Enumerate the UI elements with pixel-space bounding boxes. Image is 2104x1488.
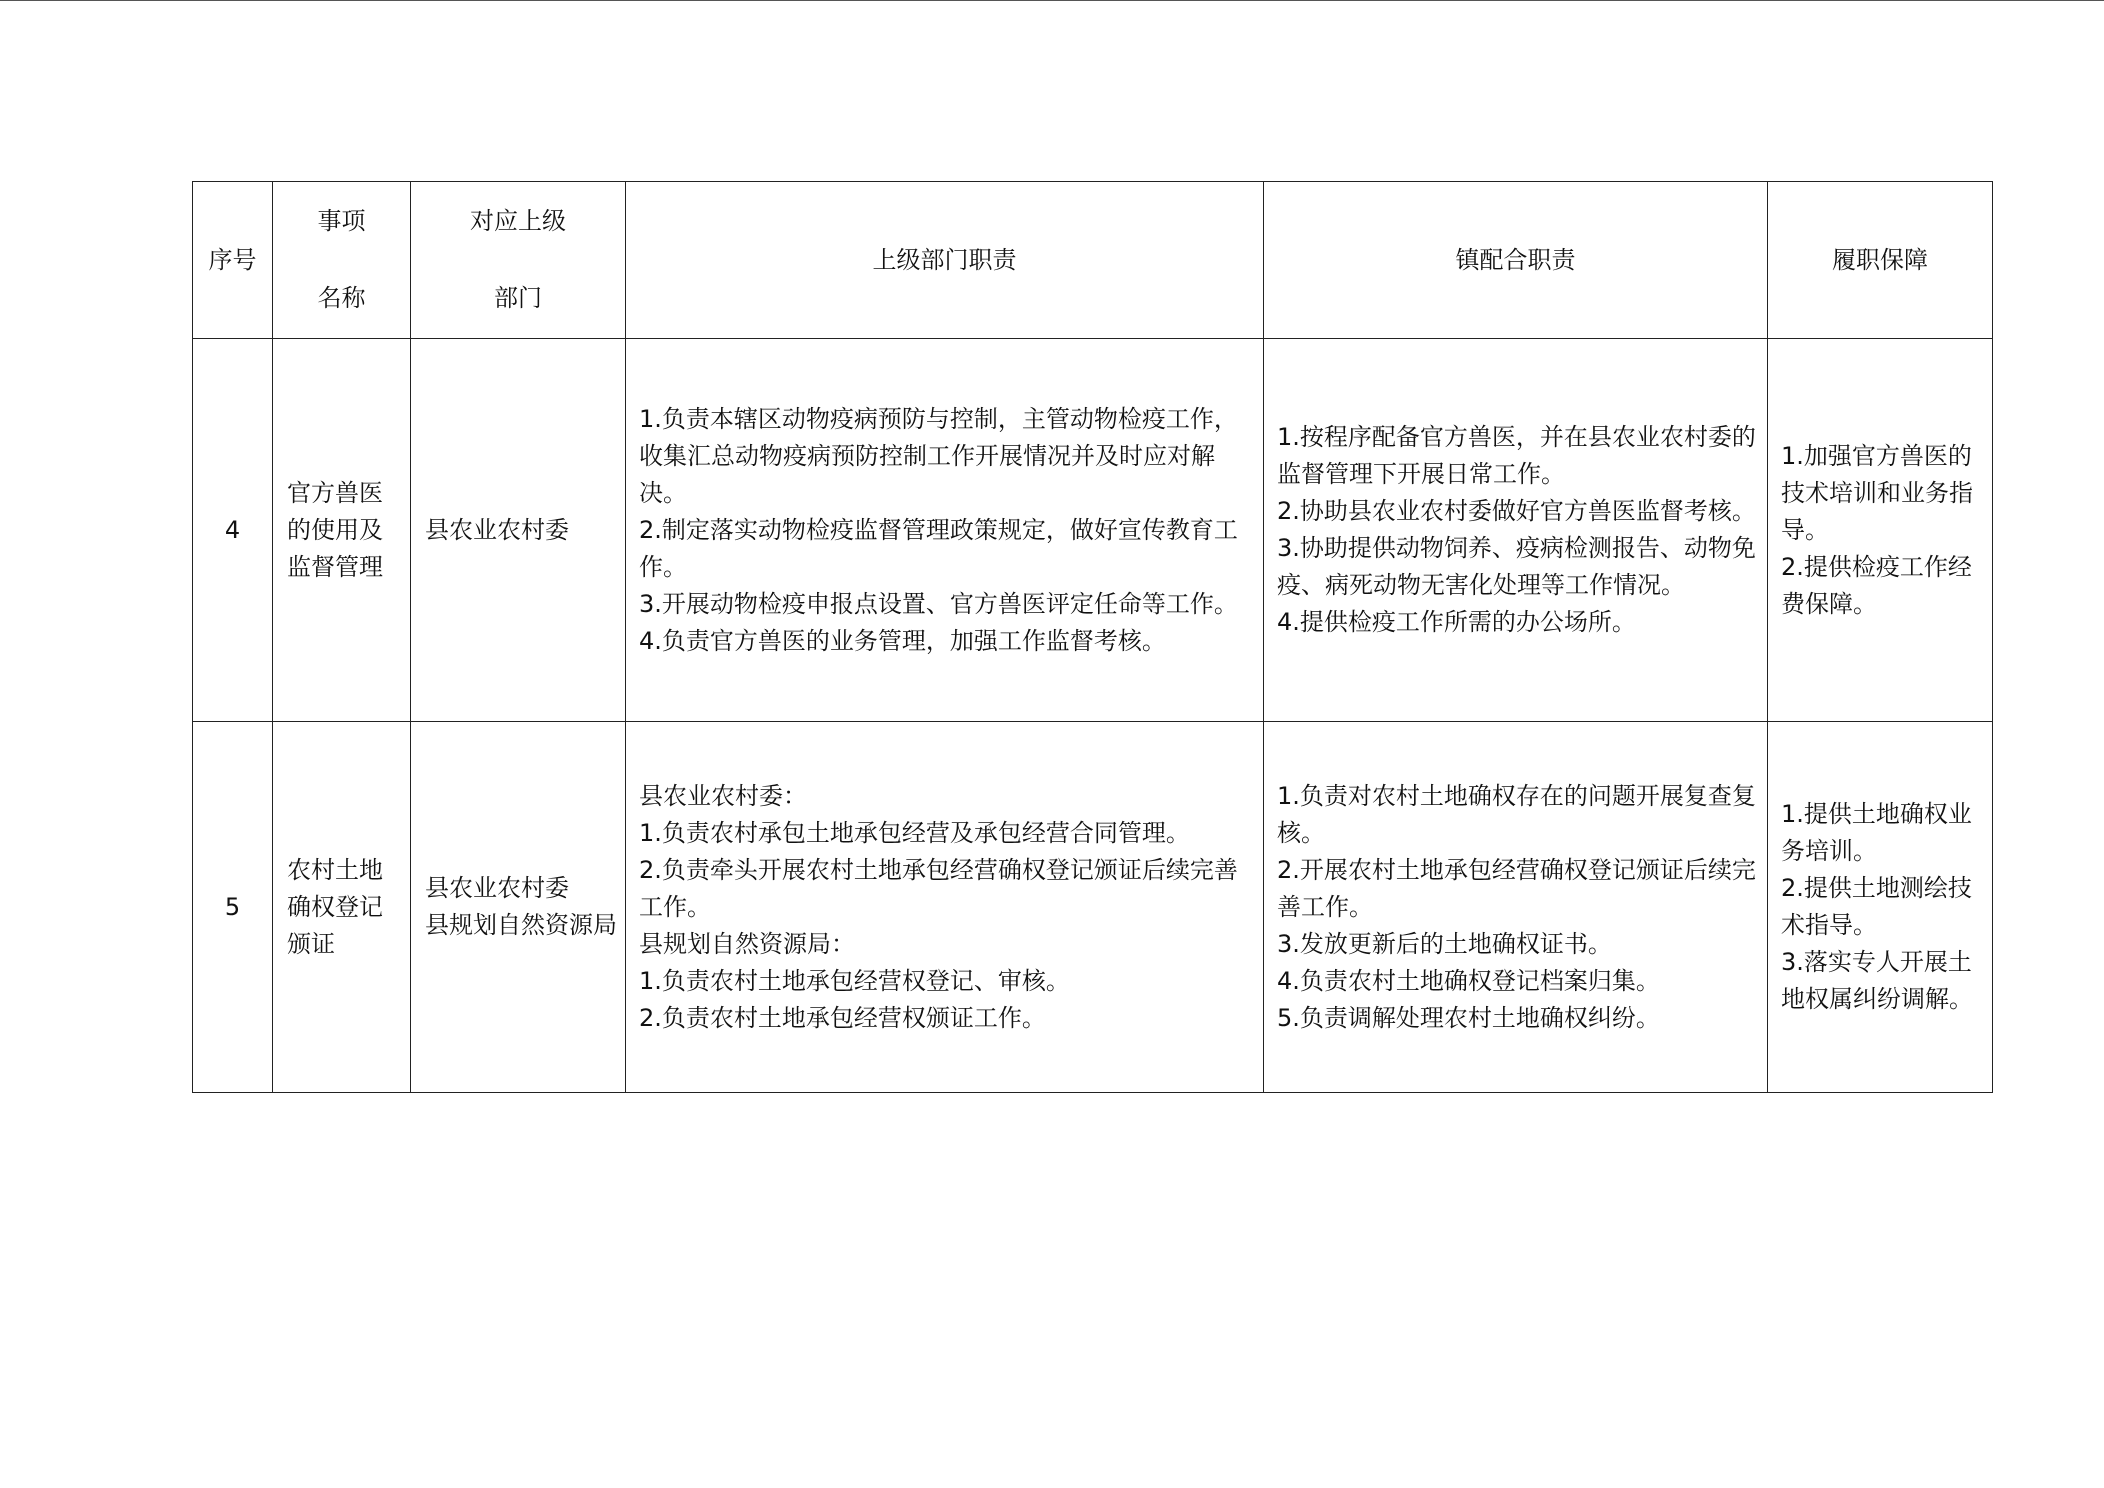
header-item-name bbox=[273, 182, 411, 339]
row-guarantee bbox=[1768, 722, 1993, 1093]
duty-item: 1.负责对农村土地确权存在的问题开展复查复核。 bbox=[1277, 781, 1756, 847]
duty-item: 4.负责官方兽医的业务管理，加强工作监督考核。 bbox=[639, 626, 1166, 655]
duty-item: 2.制定落实动物检疫监督管理政策规定，做好宣传教育工作。 bbox=[639, 515, 1238, 581]
row-index: 5 bbox=[193, 722, 273, 1093]
item-name-line: 官方兽医 bbox=[287, 478, 383, 507]
duty-item: 2.开展农村土地承包经营确权登记颁证后续完善工作。 bbox=[1277, 855, 1756, 921]
header-superior-dept bbox=[411, 182, 626, 339]
row-town-duties bbox=[1264, 339, 1768, 722]
duty-subheading: 县规划自然资源局： bbox=[639, 929, 855, 958]
duty-item: 3.协助提供动物饲养、疫病检测报告、动物免疫、病死动物无害化处理等工作情况。 bbox=[1277, 534, 1756, 599]
superior-dept-line: 县农业农村委 bbox=[425, 874, 569, 902]
guarantee-item: 1.加强官方兽医的技术培训和业务指导。 bbox=[1781, 441, 1973, 544]
item-name-line: 颁证 bbox=[287, 929, 335, 958]
page-top-border bbox=[0, 0, 2104, 1]
header-item-name-line-2: 名称 bbox=[317, 284, 366, 312]
header-town-duties: 镇配合职责 bbox=[1264, 182, 1768, 339]
duty-item: 4.负责农村土地确权登记档案归集。 bbox=[1277, 966, 1660, 995]
item-name-line: 农村土地 bbox=[287, 855, 383, 884]
item-name-line: 的使用及 bbox=[287, 515, 383, 544]
duty-item: 4.提供检疫工作所需的办公场所。 bbox=[1277, 608, 1636, 636]
superior-dept-line: 县农业农村委 bbox=[425, 515, 569, 544]
header-superior-dept-line-1: 对应上级 bbox=[470, 207, 566, 235]
row-superior-duties bbox=[626, 722, 1264, 1093]
header-superior-duties: 上级部门职责 bbox=[626, 182, 1264, 339]
item-name-line: 确权登记 bbox=[287, 892, 383, 921]
row-superior-dept bbox=[411, 722, 626, 1093]
table-header-row bbox=[193, 182, 1993, 339]
table-row bbox=[193, 722, 1993, 1093]
guarantee-item: 3.落实专人开展土地权属纠纷调解。 bbox=[1781, 948, 1973, 1013]
duty-item: 1.负责农村承包土地承包经营及承包经营合同管理。 bbox=[639, 818, 1190, 847]
row-item-name bbox=[273, 722, 411, 1093]
duty-item: 2.协助县农业农村委做好官方兽医监督考核。 bbox=[1277, 497, 1756, 525]
row-superior-duties bbox=[626, 339, 1264, 722]
duty-item: 1.负责本辖区动物疫病预防与控制，主管动物检疫工作，收集汇总动物疫病预防控制工作开展情况并及时应对解决。 bbox=[639, 404, 1238, 507]
row-superior-dept bbox=[411, 339, 626, 722]
superior-dept-line: 县规划自然资源局 bbox=[425, 911, 617, 939]
table-row bbox=[193, 339, 1993, 722]
row-item-name bbox=[273, 339, 411, 722]
duty-item: 3.发放更新后的土地确权证书。 bbox=[1277, 929, 1612, 958]
guarantee-item: 2.提供检疫工作经费保障。 bbox=[1781, 552, 1972, 618]
header-index: 序号 bbox=[193, 182, 273, 339]
duty-item: 3.开展动物检疫申报点设置、官方兽医评定任命等工作。 bbox=[639, 589, 1238, 618]
duty-item: 1.负责农村土地承包经营权登记、审核。 bbox=[639, 966, 1070, 995]
duty-table bbox=[192, 181, 1993, 1093]
header-superior-dept-line-2: 部门 bbox=[494, 284, 542, 312]
duty-item: 5.负责调解处理农村土地确权纠纷。 bbox=[1277, 1003, 1660, 1032]
guarantee-item: 2.提供土地测绘技术指导。 bbox=[1781, 874, 1972, 939]
duty-item: 2.负责农村土地承包经营权颁证工作。 bbox=[639, 1003, 1046, 1032]
guarantee-item: 1.提供土地确权业务培训。 bbox=[1781, 800, 1972, 865]
duty-subheading: 县农业农村委： bbox=[639, 781, 807, 810]
header-item-name-line-1: 事项 bbox=[317, 207, 366, 235]
duty-item: 1.按程序配备官方兽医，并在县农业农村委的监督管理下开展日常工作。 bbox=[1277, 423, 1756, 488]
duty-item: 2.负责牵头开展农村土地承包经营确权登记颁证后续完善工作。 bbox=[639, 855, 1238, 921]
header-guarantee: 履职保障 bbox=[1768, 182, 1993, 339]
row-index: 4 bbox=[193, 339, 273, 722]
row-guarantee bbox=[1768, 339, 1993, 722]
row-town-duties bbox=[1264, 722, 1768, 1093]
item-name-line: 监督管理 bbox=[287, 552, 383, 581]
